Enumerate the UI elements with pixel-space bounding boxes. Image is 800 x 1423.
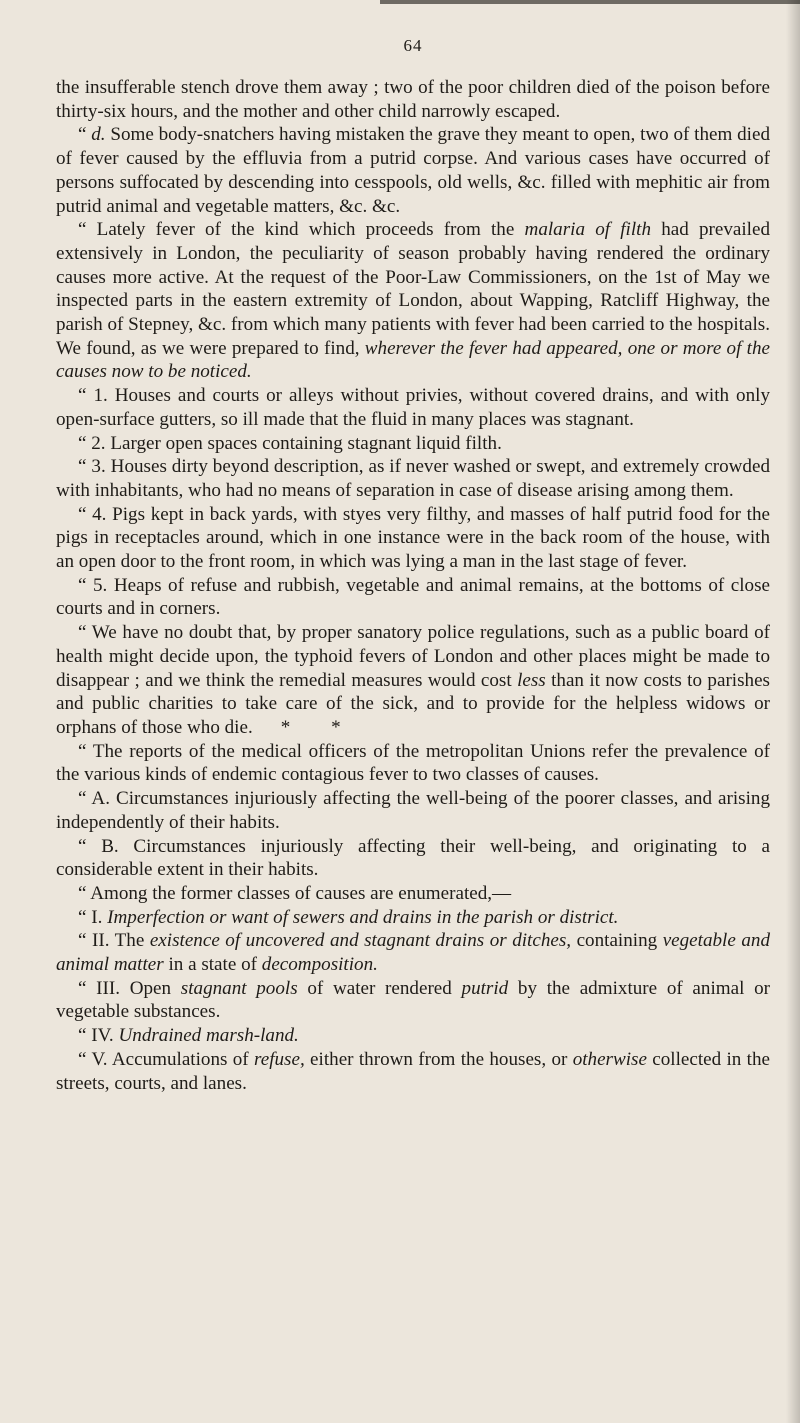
text-run: “ Lately fever of the kind which proceeds from the <box>78 219 525 241</box>
text-run: either thrown from the houses, or <box>304 1048 573 1070</box>
paragraph <box>56 882 770 906</box>
italic-text: Imperfection or want of sewers and drains in the parish or district. <box>107 906 619 928</box>
paragraph <box>56 929 770 976</box>
italic-text: stagnant pools <box>180 977 298 999</box>
text-run: “ 1. Houses and courts or alleys without privies, without covered drains, and with only open-surface gutters, so ill made that the fluid in many places was stagnant. <box>56 385 770 430</box>
italic-text: wherever the fever had appeared, one or more of the causes now to be noticed. <box>56 337 770 383</box>
text-run: had prevailed extensively in London, the peculiarity of season probably having rendered the ordinary causes more active. At the request of the Poor-Law Commissioners, on the 1st of May we inspected parts in the eastern extremity of London, about Wapping, Ratcliff Highway, the parish of Stepney, &c. from which many patients with fever had been carried to the hospitals. We found, as we were prepared to find, <box>56 219 771 359</box>
text-run: “ 5. Heaps of refuse and rubbish, vegetable and animal remains, at the bottoms of close courts and in corners. <box>56 574 770 620</box>
text-run: by the admixture of animal or vegetable substances. <box>56 977 770 1023</box>
body-text <box>56 76 770 1095</box>
text-run: “ B. Circumstances injuriously affecting their well-being, and originating to a considerable extent in their habits. <box>56 835 770 881</box>
text-run: “ I. <box>78 906 108 928</box>
italic-text: Undrained marsh-land. <box>118 1025 299 1047</box>
paragraph <box>56 1048 770 1095</box>
italic-text: otherwise <box>572 1048 647 1070</box>
paragraph <box>56 1024 770 1048</box>
italic-text: vegetable and animal matter <box>56 930 770 976</box>
text-run: “ A. Circumstances injuriously affecting the well-being of the poorer classes, and arising independently of their habits. <box>56 788 770 833</box>
italic-text: refuse, <box>254 1048 305 1070</box>
paragraph <box>56 787 770 834</box>
paragraph <box>56 977 770 1024</box>
text-run: “ We have no doubt that, by proper sanatory police regulations, such as a public board of health might decide upon, the typhoid fevers of London and other places might be made to disappear ; and we think the remedial measures would cost <box>56 622 770 691</box>
paragraph <box>56 835 770 882</box>
paragraph <box>56 574 770 621</box>
italic-text: d. <box>91 124 106 146</box>
paragraph <box>56 432 770 456</box>
text-run: “ The reports of the medical officers of the metropolitan Unions refer the prevalence of the various kinds of endemic contagious fever to two classes of causes. <box>56 740 770 786</box>
text-run: “ 2. Larger open spaces containing stagnant liquid filth. <box>78 432 502 454</box>
italic-text: putrid <box>461 977 509 999</box>
section-break-stars: * * <box>280 716 359 738</box>
text-run: “ IV. <box>78 1025 119 1047</box>
paragraph <box>56 621 770 740</box>
paragraph <box>56 123 770 218</box>
italic-text: existence of uncovered and stagnant drains or ditches, <box>149 930 572 952</box>
text-run: “ 3. Houses dirty beyond description, as if never washed or swept, and extremely crowded with inhabitants, who had no means of separation in case of disease arising among them. <box>56 456 770 501</box>
italic-text: malaria of filth <box>524 219 652 241</box>
text-run: “ III. Open <box>78 977 181 999</box>
page-top-edge <box>380 0 800 4</box>
paragraph <box>56 384 770 431</box>
text-run: collected in the streets, courts, and lanes. <box>56 1048 771 1094</box>
page-number: 64 <box>403 36 423 55</box>
text-run: “ Among the former classes of causes are enumerated,— <box>78 882 512 904</box>
text-run: “ V. Accumulations of <box>78 1048 254 1070</box>
text-run: the insufferable stench drove them away ; two of the poor children died of the poison before thirty-six hours, and the mother and other child narrowly escaped. <box>56 77 770 122</box>
text-run: “ <box>78 124 92 146</box>
text-run: Some body-snatchers having mistaken the grave they meant to open, two of them died of fever caused by the effluvia from a putrid corpse. And various cases have occurred of persons suffocated by descending into cesspools, old wells, &c. filled with mephitic air from putrid animal and vegetable matters, &c. &c. <box>56 124 770 217</box>
text-run: of water rendered <box>297 977 462 999</box>
italic-text: decomposition. <box>261 954 378 976</box>
paragraph <box>56 218 770 384</box>
italic-text: less <box>517 669 546 691</box>
text-run: “ II. The <box>78 930 150 952</box>
paragraph <box>56 906 770 930</box>
text-run: in a state of <box>163 954 262 976</box>
text-run: than it now costs to parishes and public charities to take care of the sick, and to provide for the helpless widows or orphans of those who die. <box>56 669 770 738</box>
paragraph <box>56 455 770 502</box>
page-edge-shadow <box>786 0 800 1423</box>
text-run: “ 4. Pigs kept in back yards, with styes very filthy, and masses of half putrid food for the pigs in receptacles around, which in one instance were in the back room of the house, with an open door to the front room, in which was lying a man in the last stage of fever. <box>56 503 770 573</box>
text-run: containing <box>571 930 663 952</box>
paragraph <box>56 740 770 787</box>
paragraph <box>56 503 770 574</box>
paragraph <box>56 76 770 123</box>
